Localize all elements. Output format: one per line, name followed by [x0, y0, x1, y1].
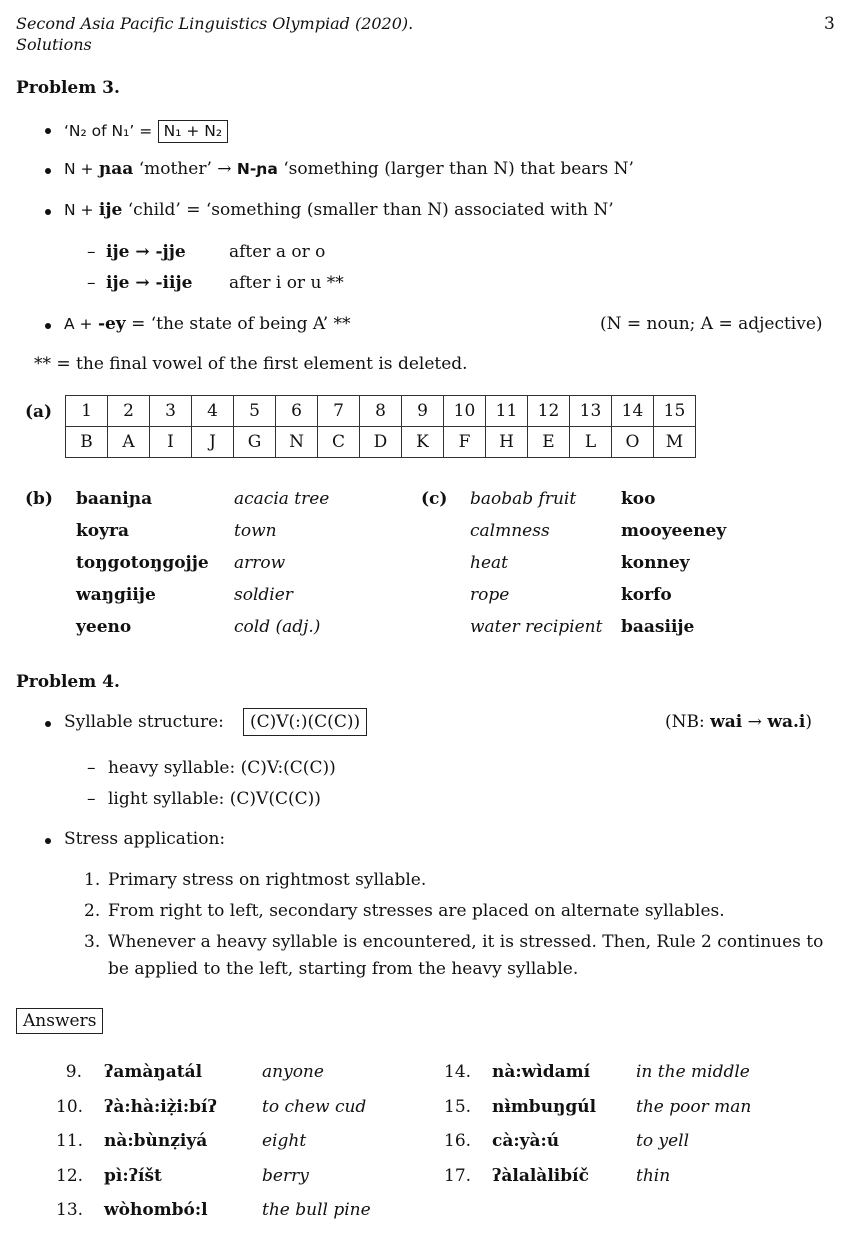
- running-subtitle: Solutions: [16, 35, 92, 54]
- vocab-word: waŋgiije: [76, 585, 156, 605]
- bullet-icon: [45, 838, 51, 844]
- rule-mother-form: ɲaa: [98, 159, 134, 179]
- answer-number: 15.: [444, 1096, 472, 1117]
- compound-boxed: N₁ + N₂: [158, 120, 228, 143]
- table-cell-letter: E: [528, 427, 570, 458]
- vocab-gloss: soldier: [234, 585, 293, 605]
- answer-number: 9.: [65, 1062, 82, 1082]
- answer-gloss: berry: [262, 1165, 309, 1186]
- vocab-word: koo: [621, 489, 656, 509]
- rule-state-pre: A +: [64, 315, 93, 333]
- table-cell-number: 9: [402, 396, 444, 427]
- answer-number: 11.: [56, 1131, 84, 1151]
- table-cell-letter: H: [486, 427, 528, 458]
- problem-3-heading: Problem 3.: [16, 78, 120, 98]
- answer-gloss: eight: [262, 1131, 307, 1151]
- problem-4-heading: Problem 4.: [16, 672, 120, 692]
- vocab-gloss: water recipient: [470, 617, 603, 637]
- answer-number: 10.: [56, 1096, 84, 1117]
- rule-child-pre: N +: [64, 201, 94, 219]
- table-cell-letter: G: [234, 427, 276, 458]
- table-cell-letter: N: [276, 427, 318, 458]
- vocab-word: mooyeeney: [621, 521, 727, 541]
- table-cell-letter: C: [318, 427, 360, 458]
- table-cell-number: 12: [528, 396, 570, 427]
- answer-word: ʔamàŋatál: [104, 1062, 203, 1082]
- syllable-formula: (C)V(:)(C(C)): [243, 708, 367, 736]
- stress-label: Stress application:: [64, 829, 226, 849]
- table-cell-number: 15: [654, 396, 696, 427]
- rule-state: [64, 314, 351, 334]
- dash-icon: –: [87, 789, 96, 809]
- rule-text: From right to left, secondary stresses are placed on alternate syllables.: [108, 901, 725, 921]
- answer-number: 13.: [56, 1200, 84, 1220]
- table-cell-letter: D: [360, 427, 402, 458]
- vocab-word: koyra: [76, 521, 129, 541]
- table-cell-letter: B: [66, 427, 108, 458]
- vocab-word: konney: [621, 553, 690, 573]
- bullet-icon: [45, 209, 51, 215]
- table-cell-letter: F: [444, 427, 486, 458]
- vocab-word: korfo: [621, 585, 672, 605]
- note-arrow: →: [747, 712, 762, 732]
- rule-child-form: ije: [98, 200, 123, 220]
- vocab-gloss: baobab fruit: [470, 489, 577, 509]
- vocab-word: toŋgotoŋgojje: [76, 553, 209, 573]
- answer-number: 12.: [56, 1165, 84, 1186]
- rule-mother-post: ‘something (larger than N) that bears N’: [283, 159, 634, 179]
- note-example-a: wai: [710, 712, 743, 732]
- note-example-b: wa.i: [767, 712, 806, 732]
- bullet-icon: [45, 128, 51, 134]
- bullet-icon: [45, 168, 51, 174]
- sub-rule-2: ije → -iije: [106, 273, 193, 293]
- answer-number: 14.: [444, 1062, 472, 1082]
- vocab-gloss: arrow: [234, 553, 286, 573]
- bullet-icon: [45, 323, 51, 329]
- table-cell-number: 11: [486, 396, 528, 427]
- rule-mother-result: N-ɲa: [236, 160, 278, 178]
- rule-text: Whenever a heavy syllable is encountered, it is stressed. Then, Rule 2 continues to: [108, 932, 824, 952]
- rule-child-post: ‘child’ = ‘something (smaller than N) associated with N’: [127, 200, 614, 220]
- table-cell-letter: O: [612, 427, 654, 458]
- table-cell-number: 6: [276, 396, 318, 427]
- vocab-word: yeeno: [76, 617, 132, 637]
- footnote: ** = the final vowel of the first element is deleted.: [34, 354, 468, 374]
- answer-word: cà:yà:ú: [492, 1131, 560, 1151]
- dash-icon: –: [87, 242, 96, 262]
- note-post: ): [805, 712, 812, 732]
- table-row: [66, 427, 696, 458]
- running-title: Second Asia Pacific Linguistics Olympiad (2020).: [16, 14, 414, 33]
- vocab-gloss: calmness: [470, 521, 550, 541]
- table-cell-letter: I: [150, 427, 192, 458]
- part-b-label: (b): [25, 489, 53, 509]
- answer-word: ʔàlalàlibíč: [492, 1165, 589, 1186]
- table-cell-number: 13: [570, 396, 612, 427]
- rule-text: Primary stress on rightmost syllable.: [108, 870, 427, 890]
- vocab-gloss: cold (adj.): [234, 617, 321, 637]
- rule-number: 3.: [84, 932, 101, 952]
- answer-word: wòhombó:l: [104, 1200, 208, 1220]
- sub-rule-2-cond: after i or u **: [229, 273, 344, 293]
- abbreviation-note: (N = noun; A = adjective): [600, 314, 823, 334]
- vocab-word: baasiije: [621, 617, 695, 637]
- table-cell-number: 3: [150, 396, 192, 427]
- table-cell-number: 4: [192, 396, 234, 427]
- rule-child: [64, 200, 614, 220]
- rule-state-post: = ‘the state of being A’ **: [131, 314, 351, 334]
- part-c-label: (c): [421, 489, 448, 509]
- rule-compound: [64, 120, 228, 143]
- answer-number: 17.: [444, 1165, 472, 1186]
- dash-icon: –: [87, 273, 96, 293]
- bullet-icon: [45, 721, 51, 727]
- syllable-structure-label: Syllable structure:: [64, 712, 224, 732]
- answer-word: nɨ̀mbuŋgúl: [492, 1096, 597, 1117]
- table-row: [66, 396, 696, 427]
- table-cell-number: 1: [66, 396, 108, 427]
- table-cell-number: 7: [318, 396, 360, 427]
- table-cell-letter: A: [108, 427, 150, 458]
- answer-gloss: thin: [636, 1165, 671, 1186]
- compound-text: ‘N₂ of N₁’ =: [64, 122, 153, 140]
- rule-mother-mid: ‘mother’ →: [138, 159, 232, 179]
- rule-number: 1.: [84, 870, 101, 890]
- answer-gloss: to yell: [636, 1131, 690, 1151]
- sub-rule-1-cond: after a or o: [229, 242, 326, 262]
- answers-label: Answers: [16, 1008, 103, 1034]
- answer-gloss: the poor man: [636, 1096, 752, 1117]
- answer-word: nà:wìdamí: [492, 1062, 591, 1082]
- part-a-label: (a): [25, 402, 53, 422]
- answer-table: [65, 395, 696, 458]
- rule-number: 2.: [84, 901, 101, 921]
- table-cell-number: 10: [444, 396, 486, 427]
- table-cell-number: 5: [234, 396, 276, 427]
- answer-number: 16.: [444, 1131, 472, 1151]
- rule-state-form: -ey: [97, 314, 126, 334]
- answer-gloss: anyone: [262, 1062, 324, 1082]
- vocab-gloss: heat: [470, 553, 508, 573]
- answer-gloss: in the middle: [636, 1062, 750, 1082]
- page-number: 3: [824, 14, 835, 34]
- answer-gloss: the bull pine: [262, 1200, 371, 1220]
- heavy-syllable: heavy syllable: (C)V:(C(C)): [108, 758, 336, 778]
- table-cell-letter: M: [654, 427, 696, 458]
- vocab-gloss: acacia tree: [234, 489, 330, 509]
- note-pre: (NB:: [665, 712, 705, 732]
- answer-word: pì:ʔíšt: [104, 1165, 162, 1186]
- answer-word: nà:bùnẓiyá: [104, 1131, 208, 1151]
- light-syllable: light syllable: (C)V(C(C)): [108, 789, 321, 809]
- table-cell-letter: J: [192, 427, 234, 458]
- table-cell-number: 2: [108, 396, 150, 427]
- table-cell-letter: L: [570, 427, 612, 458]
- syllable-note: [665, 712, 812, 732]
- vocab-word: baaniɲa: [76, 489, 153, 509]
- vocab-gloss: town: [234, 521, 277, 541]
- answer-word: ʔà:hà:iẓ̀i:bíʔ: [104, 1096, 217, 1117]
- table-cell-number: 14: [612, 396, 654, 427]
- dash-icon: –: [87, 758, 96, 778]
- table-cell-number: 8: [360, 396, 402, 427]
- table-cell-letter: K: [402, 427, 444, 458]
- rule-3-continuation: be applied to the left, starting from the heavy syllable.: [108, 959, 579, 979]
- rule-mother: [64, 159, 634, 179]
- rule-mother-pre: N +: [64, 160, 94, 178]
- answer-gloss: to chew cud: [262, 1096, 367, 1117]
- sub-rule-1: ije → -jje: [106, 242, 186, 262]
- vocab-gloss: rope: [470, 585, 510, 605]
